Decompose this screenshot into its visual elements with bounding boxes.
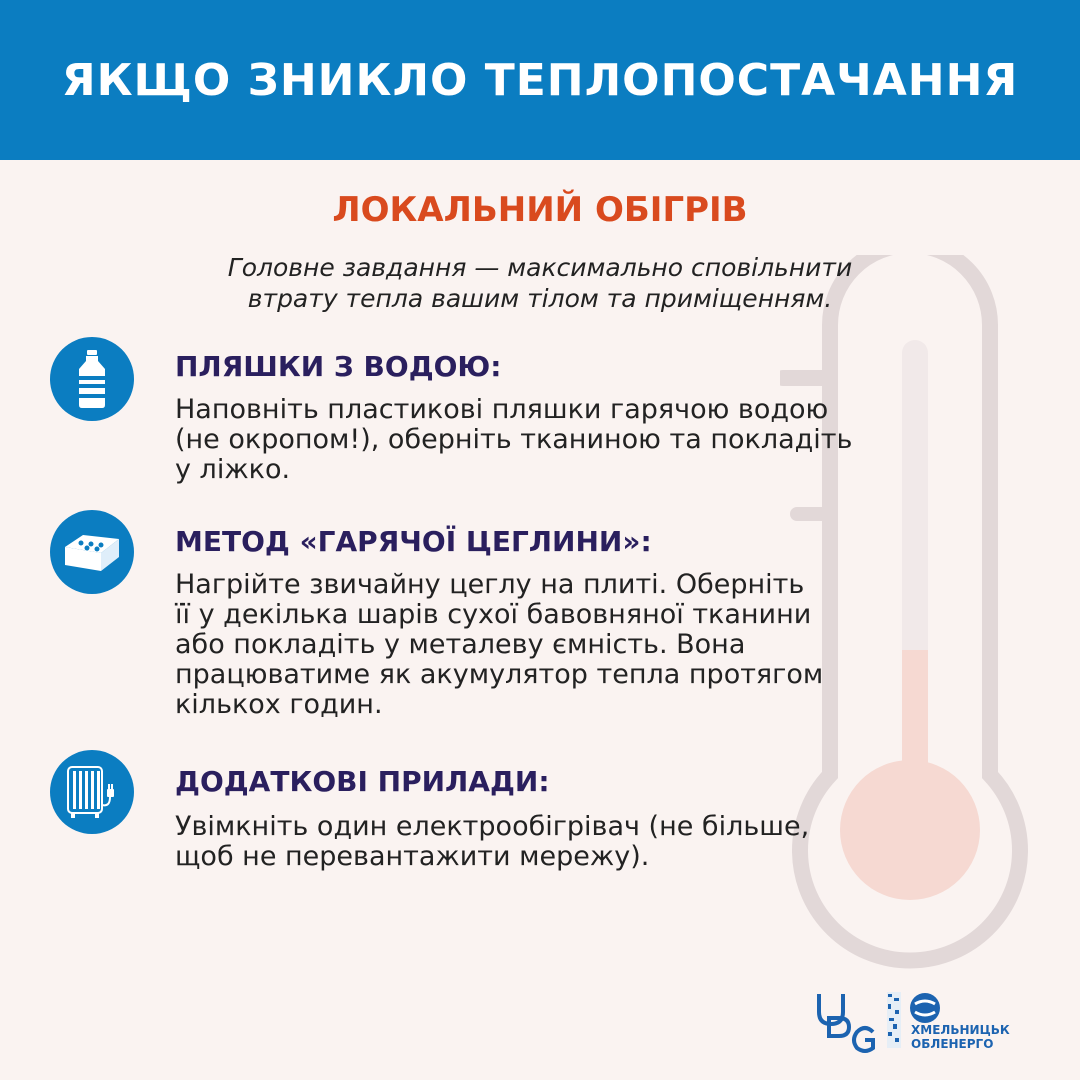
page-title: ЯКЩО ЗНИКЛО ТЕПЛОПОСТАЧАННЯ <box>61 54 1019 106</box>
udg-logo-icon <box>819 994 873 1051</box>
section-body-bottles: Наповніть пластикові пляшки гарячою водою (не окропом!), оберніть тканиною та покладіть у ліжко. <box>175 394 853 485</box>
header-banner <box>0 0 1080 160</box>
section-heading: ЛОКАЛЬНИЙ ОБІГРІВ <box>332 190 748 230</box>
section-body-devices: Увімкніть один електрообігрівач (не більше, щоб не перевантажити мережу). <box>175 811 810 872</box>
heater-icon <box>50 750 134 834</box>
intro-text: Головне завдання — максимально сповільнити втрату тепла вашим тілом та приміщенням. <box>227 253 853 313</box>
oblenergo-logo-icon <box>910 993 940 1023</box>
brick-icon <box>50 510 134 594</box>
water-bottle-icon <box>50 337 134 421</box>
org-name: ХМЕЛЬНИЦЬК ОБЛЕНЕРГО <box>911 1023 1010 1051</box>
section-title-bottles: ПЛЯШКИ З ВОДОЮ: <box>175 350 502 383</box>
section-body-brick: Нагрійте звичайну цеглу на плиті. Оберніть її у декілька шарів сухої бавовняної тканини або покладіть у металеву ємність. Вона працюватиме як акумулятор тепла протягом кількох годин. <box>175 569 824 720</box>
section-title-brick: МЕТОД «ГАРЯЧОЇ ЦЕГЛИНИ»: <box>175 525 652 558</box>
section-title-devices: ДОДАТКОВІ ПРИЛАДИ: <box>175 765 550 798</box>
qr-code-icon <box>887 992 901 1048</box>
